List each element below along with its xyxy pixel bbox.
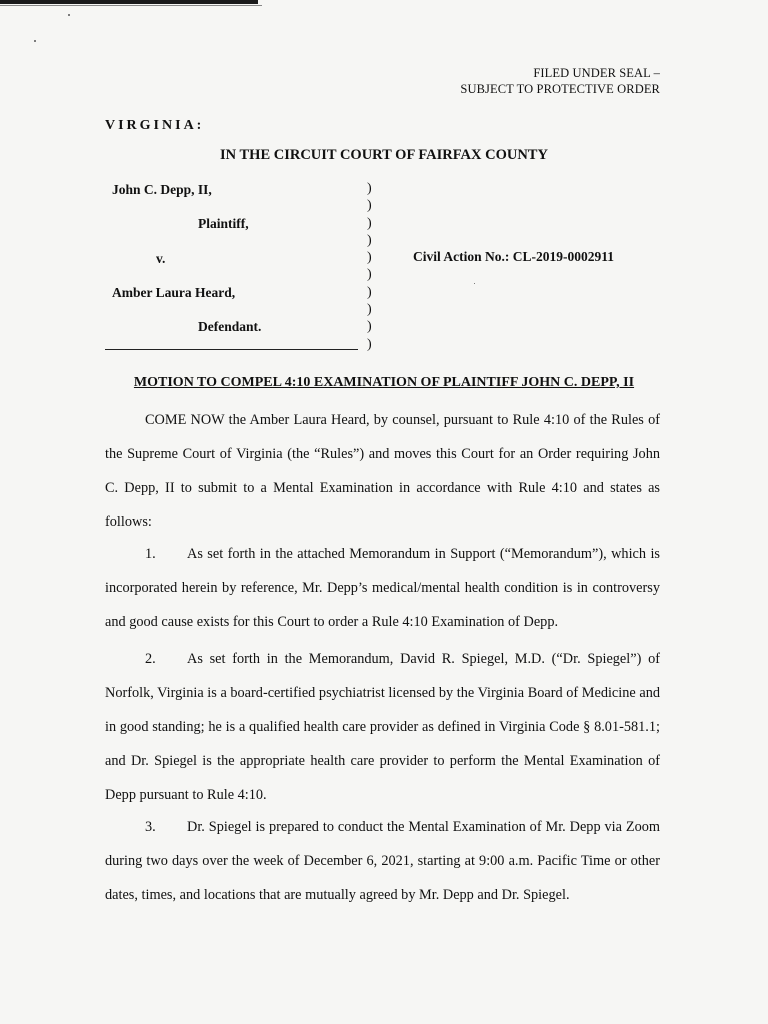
scan-speck <box>34 40 36 42</box>
scan-top-rule-thin <box>0 5 262 6</box>
filing-notice <box>460 66 660 97</box>
caption-paren: ) <box>367 181 372 196</box>
paragraph-number: 1. <box>145 546 156 562</box>
defendant-role: Defendant. <box>198 319 262 334</box>
caption-paren: ) <box>367 250 372 266</box>
caption-rule <box>105 349 358 350</box>
caption-paren: ) <box>367 336 372 352</box>
numbered-paragraph-3 <box>105 810 660 912</box>
versus-label: v. <box>156 251 166 266</box>
jurisdiction-label: VIRGINIA: <box>105 118 205 133</box>
motion-title: MOTION TO COMPEL 4:10 EXAMINATION OF PLAINTIFF JOHN C. DEPP, II <box>133 375 635 390</box>
numbered-paragraph-2 <box>105 642 660 812</box>
caption-paren: ) <box>367 267 372 283</box>
filing-notice-line-1: FILED UNDER SEAL – <box>533 66 660 80</box>
scan-speck <box>474 283 475 284</box>
caption-paren: ) <box>367 198 372 214</box>
caption-paren: ) <box>367 319 372 335</box>
paragraph-number: 3. <box>145 819 156 835</box>
scan-top-rule <box>0 0 258 4</box>
plaintiff-role: Plaintiff, <box>198 216 249 231</box>
paragraph-text: As set forth in the Memorandum, David R. Spiegel, M.D. (“Dr. Spiegel”) of Norfolk, Virginia is a board-certified psychiatrist licensed by the Virginia Board of Medicine and in good standing; he is a qualified health care provider as defined in Virginia Code § 8.01-581.1; and Dr. Spiegel is the appropriate health care provider to perform the Mental Examination of Depp pursuant to Rule 4:10. <box>105 651 660 803</box>
paragraph-text: As set forth in the attached Memorandum in Support (“Memorandum”), which is incorporated herein by reference, Mr. Depp’s medical/mental health condition is in controversy and good cause exists for this Court to order a Rule 4:10 Examination of Depp. <box>105 546 660 630</box>
intro-paragraph <box>105 403 660 539</box>
defendant-name: Amber Laura Heard, <box>112 285 236 300</box>
caption-parentheses <box>367 180 372 353</box>
plaintiff-name: John C. Depp, II, <box>112 182 212 197</box>
filing-notice-line-2: SUBJECT TO PROTECTIVE ORDER <box>460 81 660 96</box>
caption-paren: ) <box>367 302 372 318</box>
scan-speck <box>68 14 70 16</box>
paragraph-text: Dr. Spiegel is prepared to conduct the Mental Examination of Mr. Depp via Zoom during two days over the week of December 6, 2021, starting at 9:00 a.m. Pacific Time or other dates, times, and locations that are mutually agreed by Mr. Depp and Dr. Spiegel. <box>105 819 660 903</box>
intro-text: COME NOW the Amber Laura Heard, by counsel, pursuant to Rule 4:10 of the Rules of the Supreme Court of Virginia (the “Rules”) and moves this Court for an Order requiring John C. Depp, II to submit to a Mental Examination in accordance with Rule 4:10 and states as follows: <box>105 412 660 530</box>
caption-paren: ) <box>367 215 372 231</box>
caption-paren: ) <box>367 284 372 300</box>
case-number: Civil Action No.: CL-2019-0002911 <box>413 249 614 264</box>
court-heading <box>0 147 768 164</box>
caption-paren: ) <box>367 232 372 248</box>
numbered-paragraph-1 <box>105 537 660 639</box>
court-name: IN THE CIRCUIT COURT OF FAIRFAX COUNTY <box>220 147 548 163</box>
paragraph-number: 2. <box>145 651 156 667</box>
